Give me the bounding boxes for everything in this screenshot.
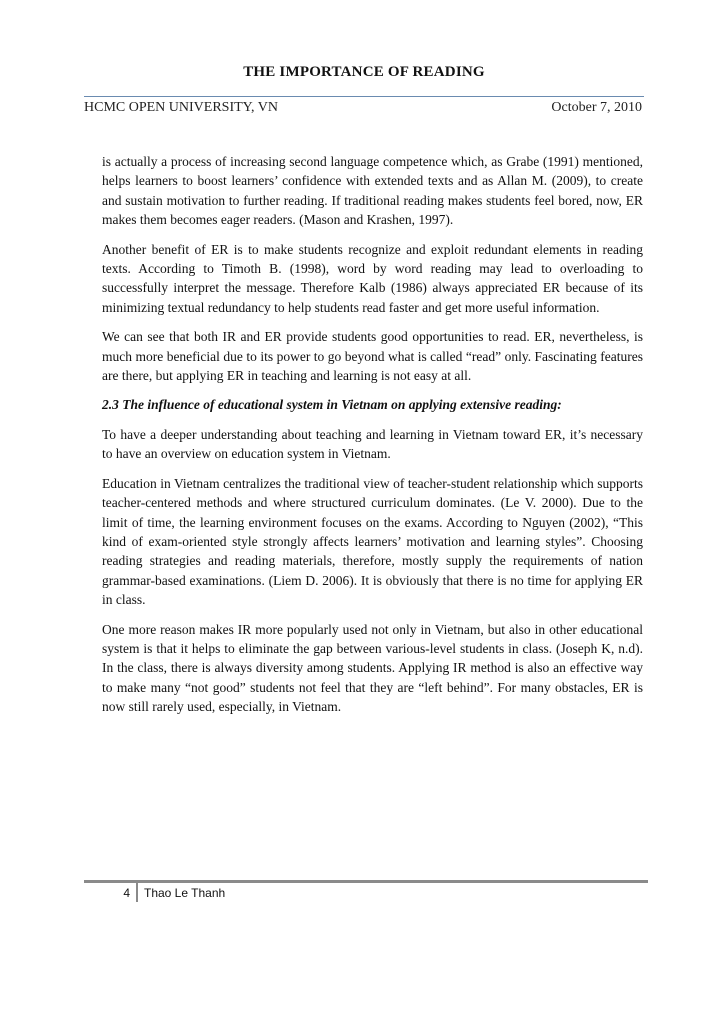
page-number: 4: [123, 886, 130, 900]
footer-author: Thao Le Thanh: [144, 886, 226, 900]
body-text: [102, 152, 643, 727]
footer-rule: [84, 880, 648, 883]
section-heading: 2.3 The influence of educational system in Vietnam on applying extensive reading:: [102, 397, 562, 413]
header-date: October 7, 2010: [551, 100, 642, 115]
footer-divider: [136, 880, 138, 902]
paragraph: We can see that both IR and ER provide students good opportunities to read. ER, nevertheless, is much more beneficial due to its power to go beyond what is called “read” only. Fascinating features are there, but applying ER in teaching and learning is not easy at all.: [102, 329, 643, 384]
paragraph: To have a deeper understanding about teaching and learning in Vietnam toward ER, it’s necessary to have an overview on education system in Vietnam.: [102, 426, 643, 462]
paragraph: is actually a process of increasing second language competence which, as Grabe (1991) mentioned, helps learners to boost learners’ confidence with extended texts and as Allan M. (2009), to create and sustain motivation to further reading. If traditional reading makes students feel bored, now, ER makes them becomes eager readers. (Mason and Krashen, 1997).: [102, 154, 643, 228]
paragraph: One more reason makes IR more popularly used not only in Vietnam, but also in other educational system is that it helps to eliminate the gap between various-level students in class. (Joseph K, n.d). In the class, there is always diversity among students. Applying IR method is also an effective way to make many “not good” students not feel that they are “left behind”. For many obstacles, ER is now still rarely used, especially, in Vietnam.: [102, 621, 643, 715]
document-title: THE IMPORTANCE OF READING: [243, 64, 485, 80]
paragraph: Education in Vietnam centralizes the traditional view of teacher-student relationship which supports teacher-centered methods and where structured curriculum dominates. (Le V. 2000). Due to the limit of time, the learning environment focuses on the exams. According to Nguyen (2002), “This kind of exam-oriented style strongly affects learners’ motivation and learning styles”. Choosing reading strategies and reading materials, therefore, mostly supply the requirements of nation grammar-based examinations. (Liem D. 2006). It is obviously that there is no time for applying ER in class.: [102, 475, 643, 608]
paragraph: Another benefit of ER is to make students recognize and exploit redundant elements in reading texts. According to Timoth B. (1998), word by word reading may lead to overloading to successfully interpret the message. Therefore Kalb (1986) always appreciated ER because of its minimizing textual redundancy to help students read faster and get more useful information.: [102, 241, 643, 315]
header-institution: HCMC OPEN UNIVERSITY, VN: [84, 100, 278, 115]
header-rule: [84, 96, 644, 97]
